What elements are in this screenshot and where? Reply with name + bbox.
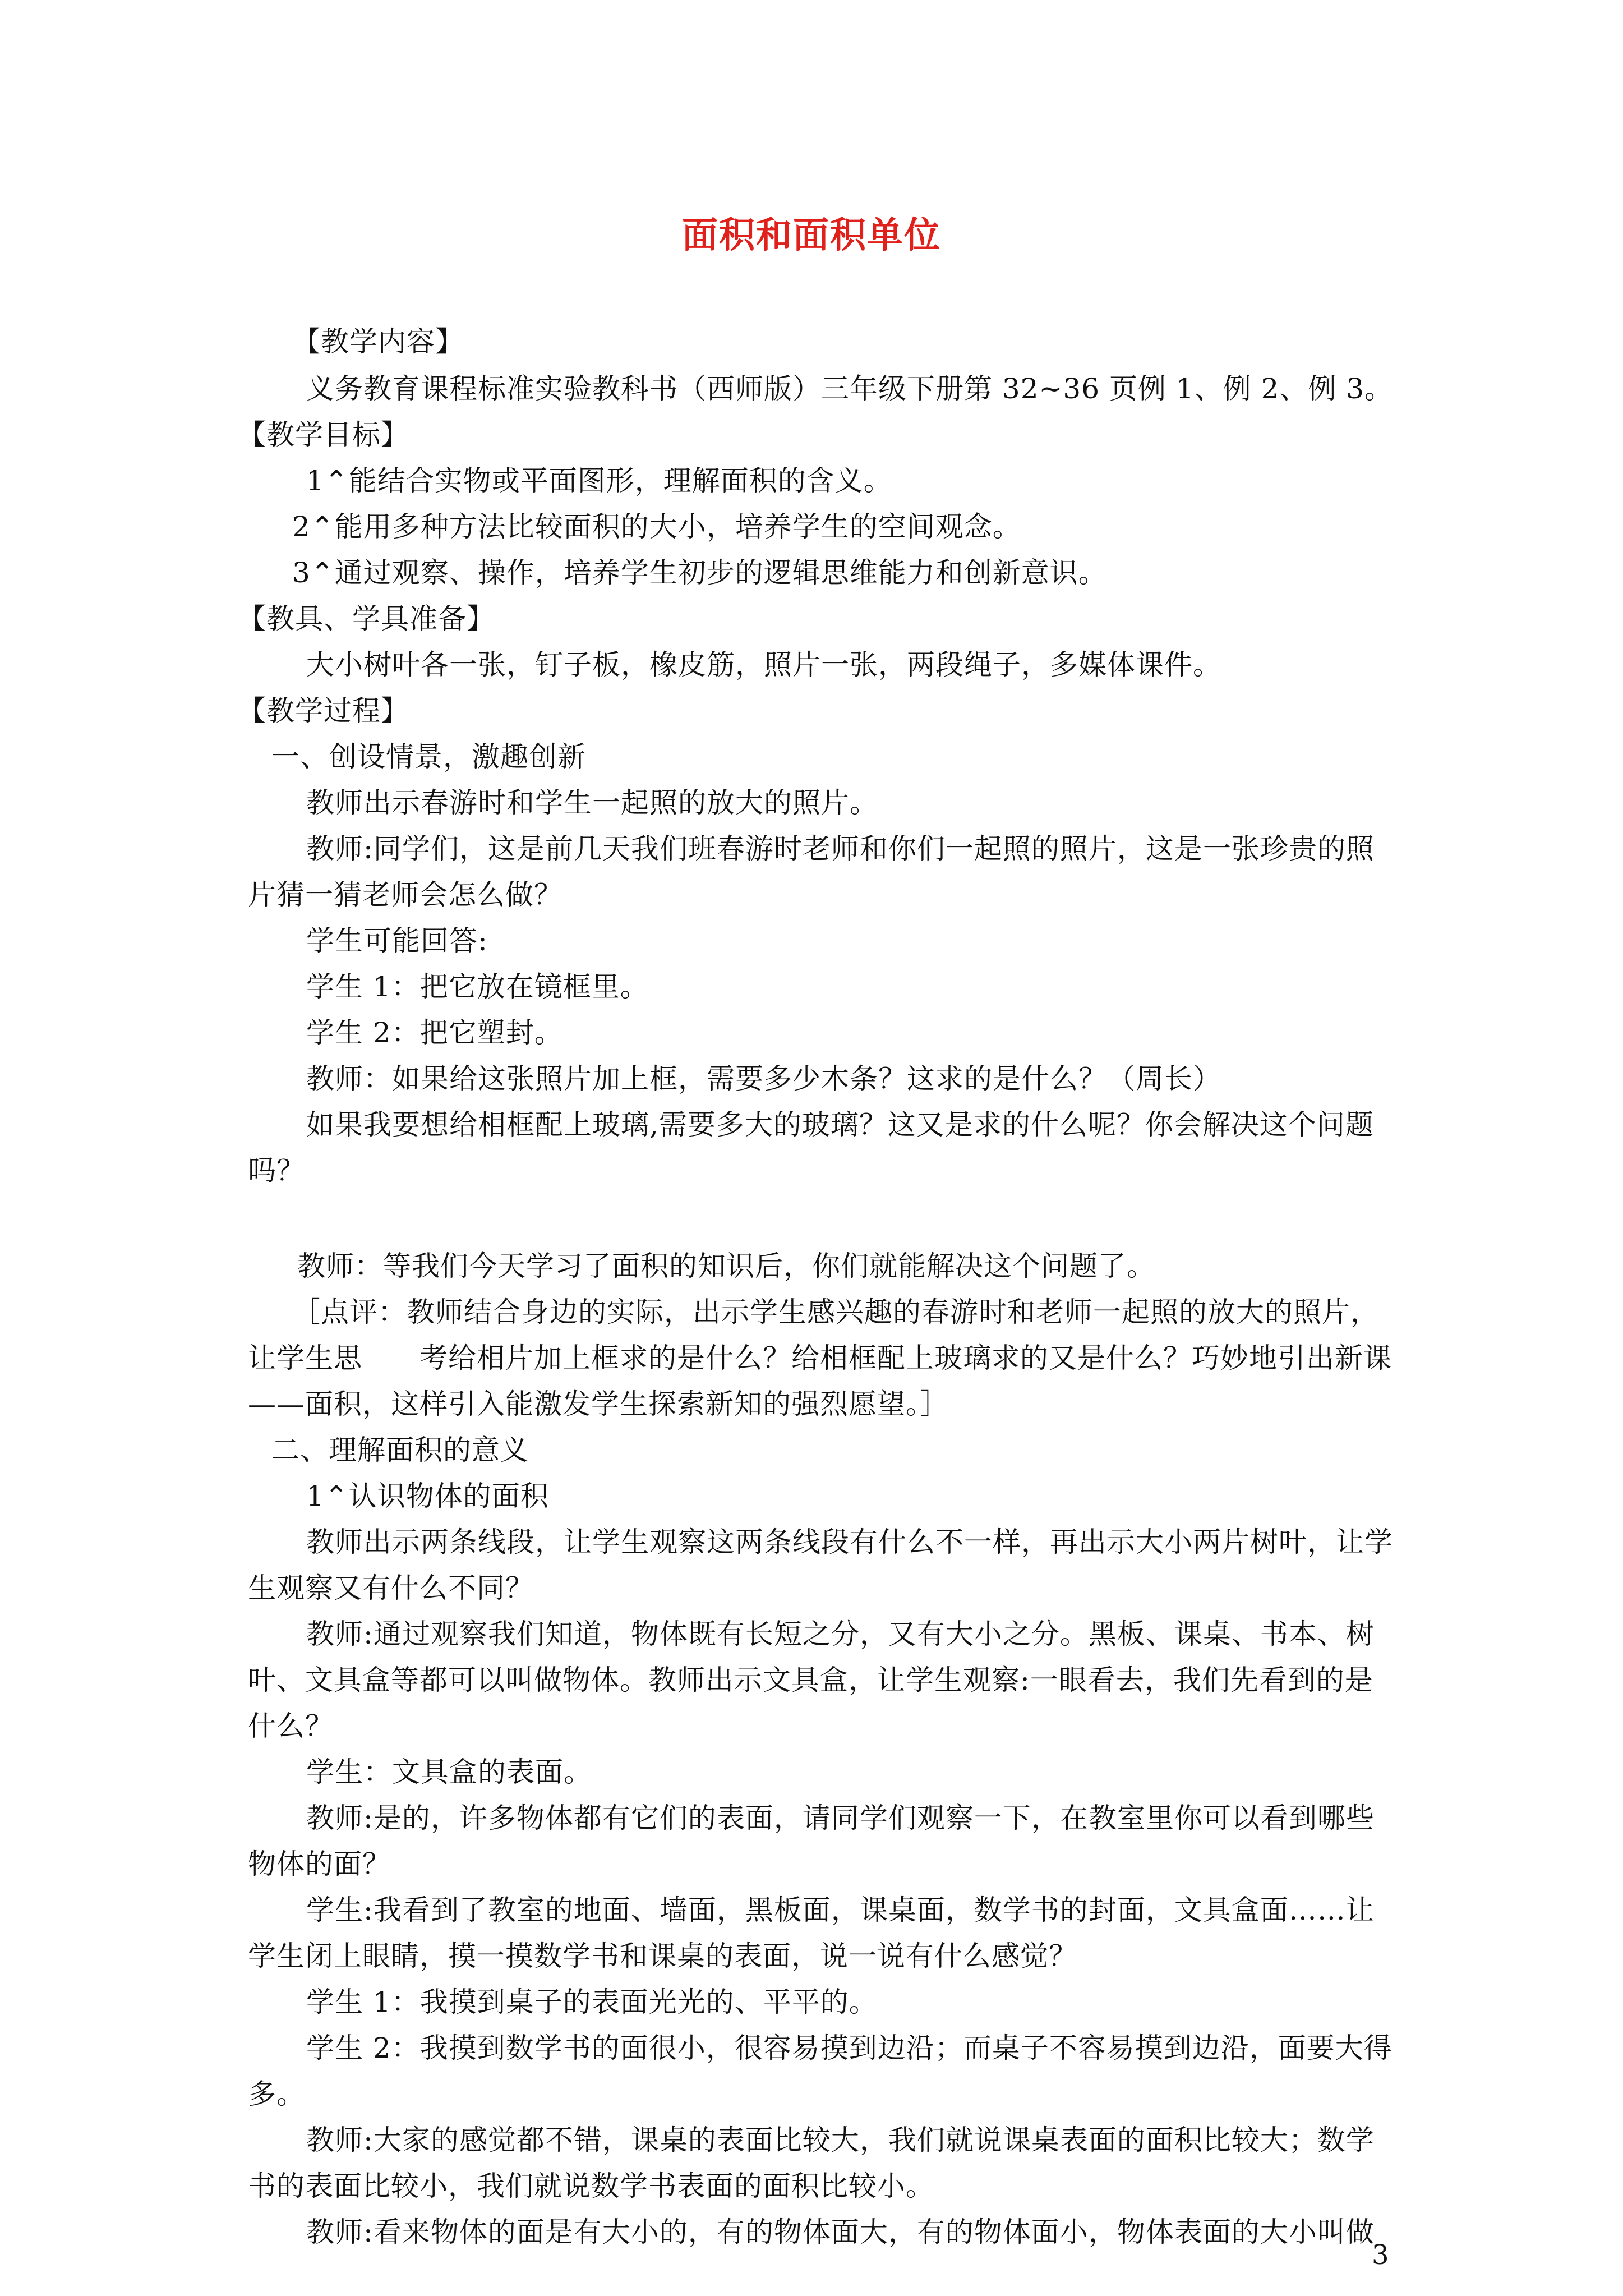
text-line: 教师:是的，许多物体都有它们的表面，请同学们观察一下，在教室里你可以看到哪些 (306, 1802, 1375, 1834)
text-line: 什么？ (248, 1710, 334, 1742)
text-line: 1⌃认识物体的面积 (306, 1480, 549, 1512)
text-line: 教师:通过观察我们知道，物体既有长短之分，又有大小之分。黑板、课桌、书本、树 (306, 1618, 1375, 1650)
comment-line: ——面积，这样引入能激发学生探索新知的强烈愿望。］ (248, 1388, 949, 1420)
text-line: 叶、文具盒等都可以叫做物体。教师出示文具盒，让学生观察:一眼看去，我们先看到的是 (248, 1664, 1373, 1696)
text-line: 学生 1：把它放在镜框里。 (306, 970, 649, 1003)
comment-line: ［点评：教师结合身边的实际，出示学生感兴趣的春游时和老师一起照的放大的照片， (292, 1296, 1379, 1328)
text-line: 3⌃通过观察、操作，培养学生初步的逻辑思维能力和创新意识。 (292, 556, 1107, 589)
subsection-heading: 二、理解面积的意义 (271, 1434, 529, 1466)
text-line: 义务教育课程标准实验教科书（西师版）三年级下册第 32~36 页例 1、例 2、例 3。 (306, 372, 1394, 405)
text-line: 2⌃能用多种方法比较面积的大小，培养学生的空间观念。 (292, 510, 1021, 543)
text-line: 学生：文具盒的表面。 (306, 1756, 592, 1788)
text-line: 教师出示两条线段，让学生观察这两条线段有什么不一样，再出示大小两片树叶，让学 (306, 1526, 1393, 1558)
text-line: 生观察又有什么不同？ (248, 1572, 534, 1604)
text-line: 吗？ (248, 1154, 305, 1187)
text-line: 教师:看来物体的面是有大小的，有的物体面大，有的物体面小，物体表面的大小叫做 (306, 2216, 1375, 2248)
text-line: 学生 1：我摸到桌子的表面光光的、平平的。 (306, 1986, 878, 2018)
section-heading: 【教学过程】 (238, 694, 409, 727)
text-line: 学生可能回答: (306, 924, 488, 957)
text-line: 教师出示春游时和学生一起照的放大的照片。 (306, 786, 878, 819)
text-line: 教师:同学们，这是前几天我们班春游时老师和你们一起照的照片，这是一张珍贵的照 (306, 832, 1375, 865)
section-heading: 【教具、学具准备】 (238, 602, 495, 635)
text-line: 物体的面？ (248, 1848, 391, 1880)
text-line: 片猜一猜老师会怎么做？ (248, 878, 562, 911)
text-line: 学生闭上眼睛，摸一摸数学书和课桌的表面，说一说有什么感觉？ (248, 1940, 1077, 1972)
comment-line: 让学生思 考给相片加上框求的是什么？给相框配上玻璃求的又是什么？巧妙地引出新课 (248, 1342, 1392, 1374)
text-line: 学生 2：我摸到数学书的面很小，很容易摸到边沿；而桌子不容易摸到边沿，面要大得 (306, 2032, 1393, 2064)
text-line: 学生:我看到了教室的地面、墙面，黑板面，课桌面，数学书的封面，文具盒面……让 (306, 1894, 1375, 1926)
text-line: 书的表面比较小，我们就说数学书表面的面积比较小。 (248, 2170, 934, 2202)
document-title: 面积和面积单位 (682, 214, 941, 256)
text-line: 教师：如果给这张照片加上框，需要多少木条？这求的是什么？（周长） (306, 1062, 1221, 1095)
subsection-heading: 一、创设情景，激趣创新 (271, 740, 586, 773)
section-heading: 【教学内容】 (292, 325, 464, 358)
page-number: 3 (1372, 2239, 1389, 2271)
text-line: 教师：等我们今天学习了面积的知识后，你们就能解决这个问题了。 (297, 1250, 1155, 1282)
text-line: 如果我要想给相框配上玻璃,需要多大的玻璃？这又是求的什么呢？你会解决这个问题 (306, 1108, 1374, 1141)
text-line: 学生 2：把它塑封。 (306, 1016, 563, 1049)
text-line: 1⌃能结合实物或平面图形，理解面积的含义。 (306, 464, 892, 497)
text-line: 教师:大家的感觉都不错，课桌的表面比较大，我们就说课桌表面的面积比较大；数学 (306, 2124, 1375, 2156)
text-line: 多。 (248, 2078, 305, 2110)
text-line: 大小树叶各一张，钉子板，橡皮筋，照片一张，两段绳子，多媒体课件。 (306, 648, 1221, 681)
section-heading: 【教学目标】 (238, 418, 409, 451)
